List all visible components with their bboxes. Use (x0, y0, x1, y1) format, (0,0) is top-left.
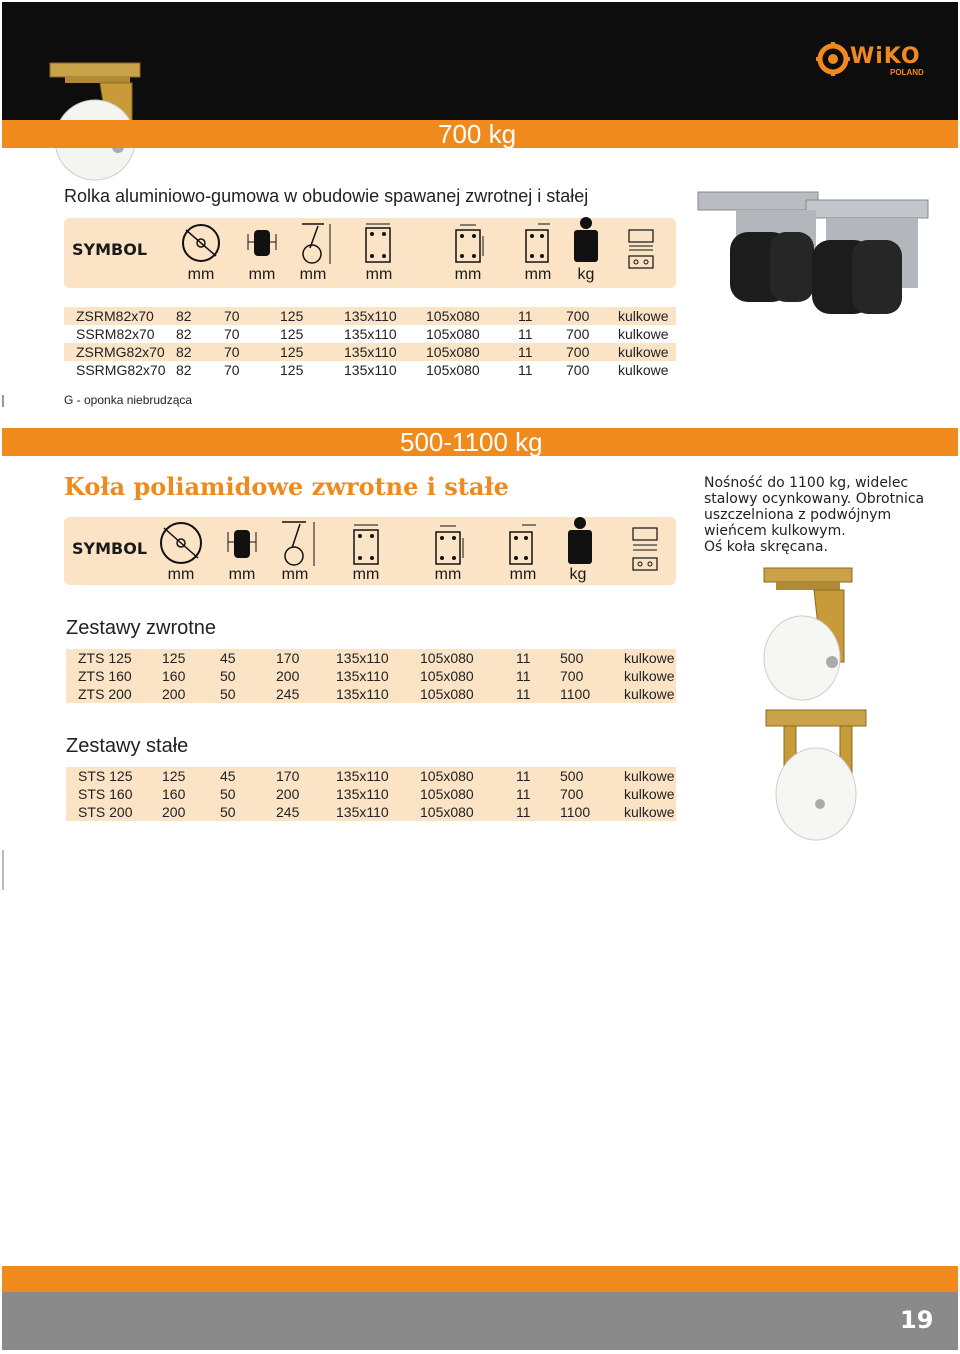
table-cell: 11 (516, 667, 560, 685)
table-cell: 135x110 (344, 362, 397, 378)
table-cell: 11 (518, 362, 533, 378)
table-row (66, 685, 676, 703)
table-cell: 105x080 (426, 362, 480, 378)
table-cell: 70 (224, 326, 240, 342)
table-cell: 135x110 (336, 785, 420, 803)
group2-table (66, 767, 676, 821)
bearing-icon (630, 526, 660, 574)
symbol-cell: STS 200 (66, 803, 162, 821)
table-cell: 500 (560, 649, 624, 667)
symbol-cell: STS 125 (66, 767, 162, 785)
table-cell: 70 (224, 343, 280, 361)
brand-name: WiKO (850, 44, 921, 69)
table-cell: 70 (224, 307, 280, 325)
group1-heading: Zestawy zwrotne (66, 617, 217, 639)
table-cell: 11 (516, 685, 560, 703)
table-cell: 135x110 (336, 803, 420, 821)
table-cell: 135x110 (336, 685, 420, 703)
symbol-cell: ZSRM82x70 (64, 307, 176, 325)
table-cell: 700 (566, 343, 618, 361)
product-image-swivel-caster (748, 562, 868, 702)
table-row (66, 803, 676, 821)
plate-size-icon (350, 522, 382, 568)
table-cell: 170 (276, 649, 336, 667)
bolt-spacing-icon (450, 222, 486, 266)
section2-description (704, 475, 944, 555)
unit-weight: kg (577, 266, 595, 283)
table-cell: 700 (566, 326, 590, 342)
unit-weight: kg (569, 566, 587, 583)
table-cell: 125 (280, 343, 344, 361)
section2-band-label: 500-1100 kg (400, 427, 543, 457)
table-cell: 45 (220, 767, 276, 785)
unit-height: mm (299, 266, 327, 283)
table-cell: 82 (176, 307, 224, 325)
table-cell: 160 (162, 785, 220, 803)
table-cell: kulkowe (624, 686, 675, 702)
brand-logo (816, 42, 926, 78)
table-cell: 125 (280, 326, 304, 342)
table-cell: 45 (220, 649, 276, 667)
table-cell: 82 (176, 362, 192, 378)
table-row (64, 307, 676, 325)
table-cell: 125 (162, 649, 220, 667)
symbol-cell: ZTS 160 (66, 667, 162, 685)
total-height-icon (278, 520, 318, 568)
section1-table (64, 307, 676, 379)
table-cell: 245 (276, 685, 336, 703)
table-cell: 11 (516, 649, 560, 667)
table-cell: 82 (176, 326, 192, 342)
bearing-icon (626, 228, 656, 272)
table-cell: 11 (518, 343, 566, 361)
unit-bolt-spacing: mm (454, 266, 482, 283)
table-cell: 170 (276, 767, 336, 785)
table-cell: 105x080 (426, 307, 518, 325)
table-cell: 50 (220, 803, 276, 821)
table-row (66, 767, 676, 785)
table-cell: 82 (176, 343, 224, 361)
table-row (64, 361, 676, 379)
table-cell: 1100 (560, 803, 624, 821)
section1-note: G - oponka niebrudząca (64, 393, 193, 407)
table-cell: 70 (224, 362, 240, 378)
table-cell: 105x080 (420, 667, 516, 685)
unit-width: mm (248, 266, 276, 283)
symbol-cell: SSRMG82x70 (76, 362, 166, 378)
table-cell: 105x080 (420, 767, 516, 785)
table-row (66, 785, 676, 803)
unit-bolt-hole: mm (524, 266, 552, 283)
logo-gear-icon (816, 42, 850, 76)
wheel-diameter-icon (158, 520, 204, 566)
table-cell: 50 (220, 667, 276, 685)
table-cell: 105x080 (426, 326, 480, 342)
table-cell: kulkowe (624, 668, 675, 684)
description-line: wieńcem kulkowym. (704, 523, 846, 539)
table-cell: 200 (276, 785, 336, 803)
table-cell: 11 (516, 803, 560, 821)
weight-icon (566, 516, 594, 566)
table-cell: 135x110 (344, 307, 426, 325)
table-cell: 160 (162, 667, 220, 685)
wheel-diameter-icon (180, 222, 222, 264)
description-line: Oś koła skręcana. (704, 539, 828, 555)
section1-symbol-label: SYMBOL (72, 240, 148, 259)
table-cell: kulkowe (624, 804, 675, 820)
table-cell: 135x110 (336, 767, 420, 785)
bolt-spacing-icon (430, 522, 466, 568)
table-cell: 125 (280, 307, 344, 325)
table-cell: 200 (162, 803, 220, 821)
table-row (66, 649, 676, 667)
table-cell: 500 (560, 767, 624, 785)
table-cell: 125 (280, 362, 304, 378)
table-row (66, 667, 676, 685)
table-cell: kulkowe (624, 786, 675, 802)
wheel-width-icon (244, 222, 280, 264)
table-row (64, 325, 676, 343)
plate-size-icon (362, 222, 394, 266)
table-cell: 700 (560, 667, 624, 685)
table-cell: 105x080 (420, 803, 516, 821)
unit-bolt-spacing: mm (434, 566, 462, 583)
table-cell: kulkowe (618, 343, 676, 361)
weight-icon (572, 216, 600, 264)
table-cell: 200 (162, 685, 220, 703)
group2-heading: Zestawy stałe (66, 735, 189, 757)
table-cell: 11 (518, 307, 566, 325)
footer-band (2, 1266, 958, 1292)
table-cell: 105x080 (420, 685, 516, 703)
brand-sub: POLAND (890, 68, 924, 77)
unit-plate: mm (352, 566, 380, 583)
unit-bolt-hole: mm (509, 566, 537, 583)
unit-diameter: mm (167, 566, 195, 583)
table-cell: 700 (560, 785, 624, 803)
table-cell: 135x110 (344, 343, 426, 361)
total-height-icon (298, 222, 334, 266)
unit-height: mm (281, 566, 309, 583)
section2-title: Koła poliamidowe zwrotne i stałe (64, 472, 509, 501)
table-cell: kulkowe (624, 768, 675, 784)
product-image-fixed-caster (758, 704, 878, 844)
table-cell: 11 (518, 326, 533, 342)
table-cell: 50 (220, 785, 276, 803)
unit-plate: mm (365, 266, 393, 283)
product-image-rollers (696, 188, 936, 320)
table-cell: 135x110 (336, 667, 420, 685)
table-cell: kulkowe (618, 326, 669, 342)
table-cell: 105x080 (426, 343, 518, 361)
bolt-hole-icon (506, 522, 540, 568)
symbol-cell: ZTS 125 (66, 649, 162, 667)
symbol-cell: ZTS 200 (66, 685, 162, 703)
table-cell: kulkowe (624, 650, 675, 666)
table-cell: 245 (276, 803, 336, 821)
table-cell: 105x080 (420, 649, 516, 667)
table-cell: 135x110 (344, 326, 397, 342)
table-cell: 200 (276, 667, 336, 685)
page-number: 19 (900, 1306, 934, 1334)
table-cell: 1100 (560, 685, 624, 703)
table-cell: 11 (516, 767, 560, 785)
group1-table (66, 649, 676, 703)
symbol-cell: STS 160 (66, 785, 162, 803)
table-cell: 125 (162, 767, 220, 785)
wheel-width-icon (224, 520, 260, 566)
footer-bar (2, 1292, 958, 1350)
bolt-hole-icon (522, 222, 554, 266)
unit-diameter: mm (187, 266, 215, 283)
description-line: uszczelniona z podwójnym (704, 507, 892, 523)
section1-title: Rolka aluminiowo-gumowa w obudowie spawanej zwrotnej i stałej (64, 186, 589, 206)
description-line: Nośność do 1100 kg, widelec (704, 475, 909, 491)
symbol-cell: SSRM82x70 (76, 326, 155, 342)
table-cell: 105x080 (420, 785, 516, 803)
table-cell: 700 (566, 307, 618, 325)
unit-width: mm (228, 566, 256, 583)
description-line: stalowy ocynkowany. Obrotnica (704, 491, 925, 507)
section1-band-label: 700 kg (438, 119, 517, 149)
table-cell: 11 (516, 785, 560, 803)
table-cell: 50 (220, 685, 276, 703)
section2-symbol-label: SYMBOL (72, 539, 148, 558)
table-cell: kulkowe (618, 307, 676, 325)
table-row (64, 343, 676, 361)
symbol-cell: ZSRMG82x70 (64, 343, 176, 361)
table-cell: kulkowe (618, 362, 669, 378)
table-cell: 700 (566, 362, 590, 378)
table-cell: 135x110 (336, 649, 420, 667)
